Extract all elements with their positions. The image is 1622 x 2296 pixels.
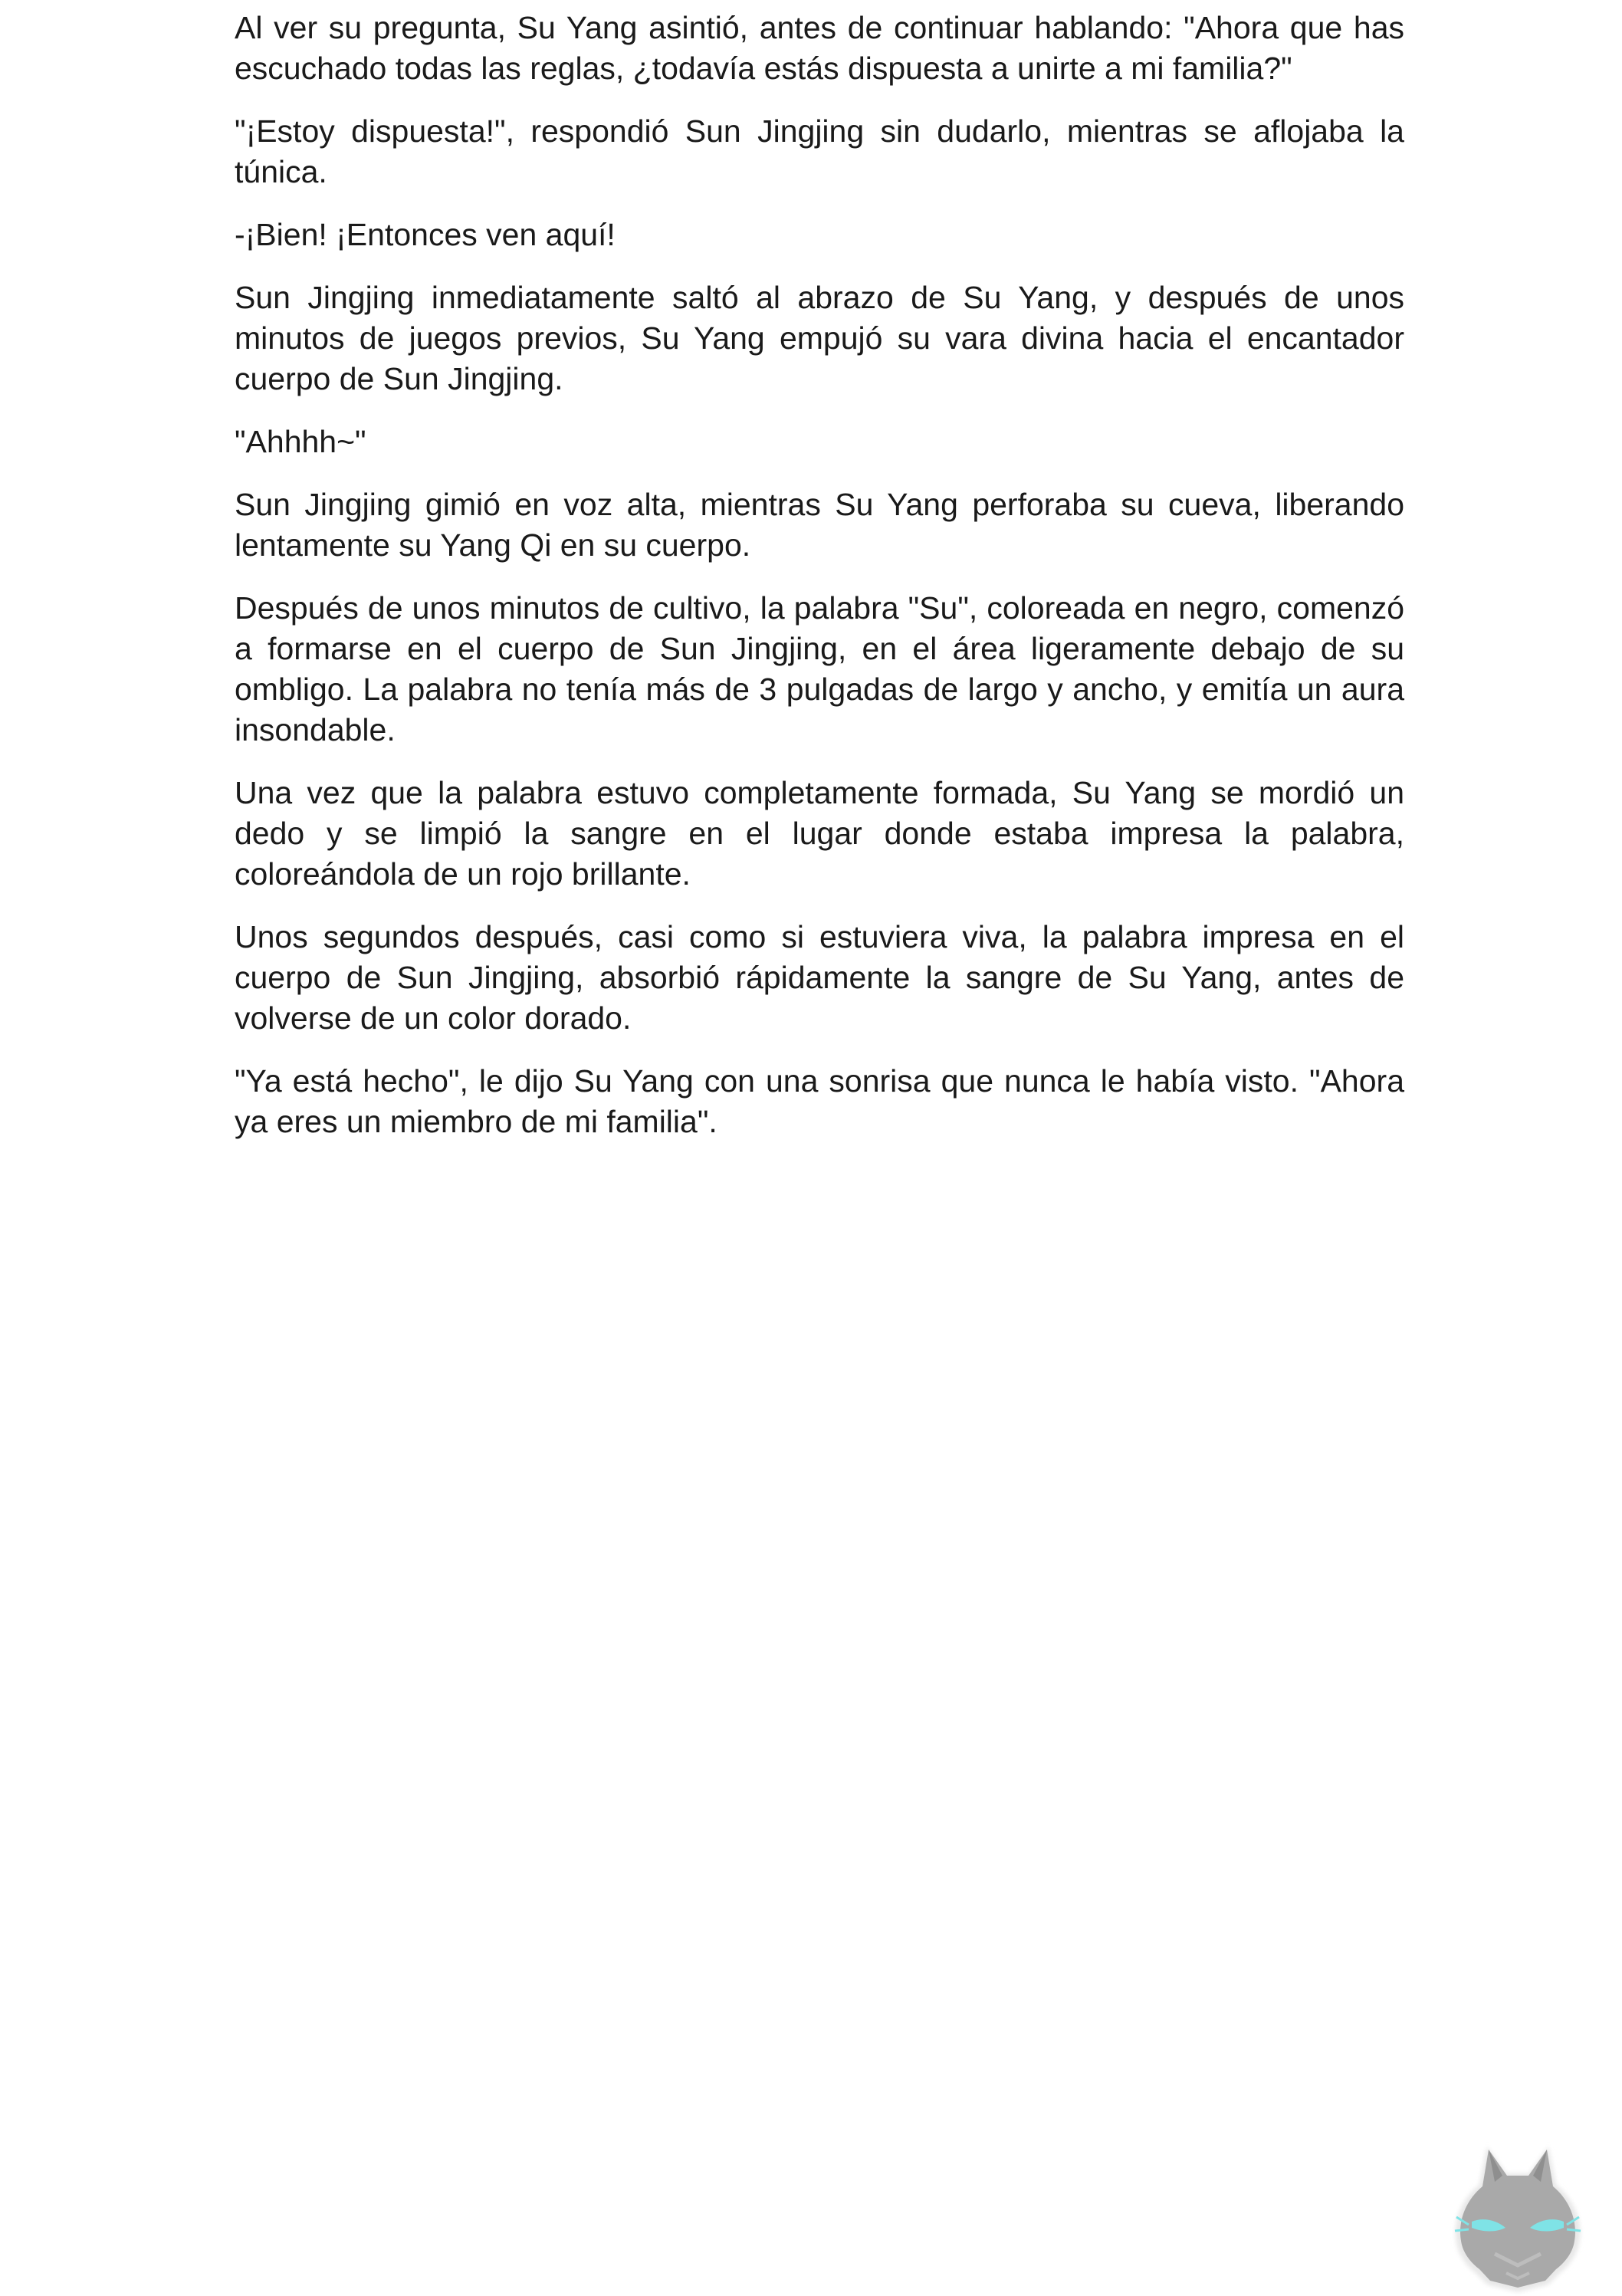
paragraph: Una vez que la palabra estuvo completamente formada, Su Yang se mordió un dedo y se limpió la sangre en el lugar donde estaba impresa la palabra, coloreándola de un rojo brillante. [235,775,1404,892]
paragraph: "Ahhhh~" [235,424,366,459]
paragraph: Al ver su pregunta, Su Yang asintió, antes de continuar hablando: "Ahora que has escuchado todas las reglas, ¿todavía estás dispuesta a unirte a mi familia?" [235,10,1404,86]
demon-head-icon [1441,2131,1594,2296]
document-body [235,8,1404,1164]
paragraph: -¡Bien! ¡Entonces ven aquí! [235,217,616,252]
paragraph: "¡Estoy dispuesta!", respondió Sun Jingjing sin dudarlo, mientras se aflojaba la túnica. [235,113,1404,189]
paragraph: Sun Jingjing gimió en voz alta, mientras Su Yang perforaba su cueva, liberando lentamente su Yang Qi en su cuerpo. [235,487,1404,563]
paragraph: "Ya está hecho", le dijo Su Yang con una sonrisa que nunca le había visto. "Ahora ya eres un miembro de mi familia". [235,1063,1404,1139]
paragraph: Unos segundos después, casi como si estuviera viva, la palabra impresa en el cuerpo de Sun Jingjing, absorbió rápidamente la sangre de Su Yang, antes de volverse de un color dorado. [235,919,1404,1036]
paragraph: Sun Jingjing inmediatamente saltó al abrazo de Su Yang, y después de unos minutos de juegos previos, Su Yang empujó su vara divina hacia el encantador cuerpo de Sun Jingjing. [235,280,1404,396]
paragraph: Después de unos minutos de cultivo, la palabra "Su", coloreada en negro, comenzó a formarse en el cuerpo de Sun Jingjing, en el área ligeramente debajo de su ombligo. La palabra no tenía más de 3 pulgadas de largo y ancho, y emitía un aura insondable. [235,590,1404,747]
